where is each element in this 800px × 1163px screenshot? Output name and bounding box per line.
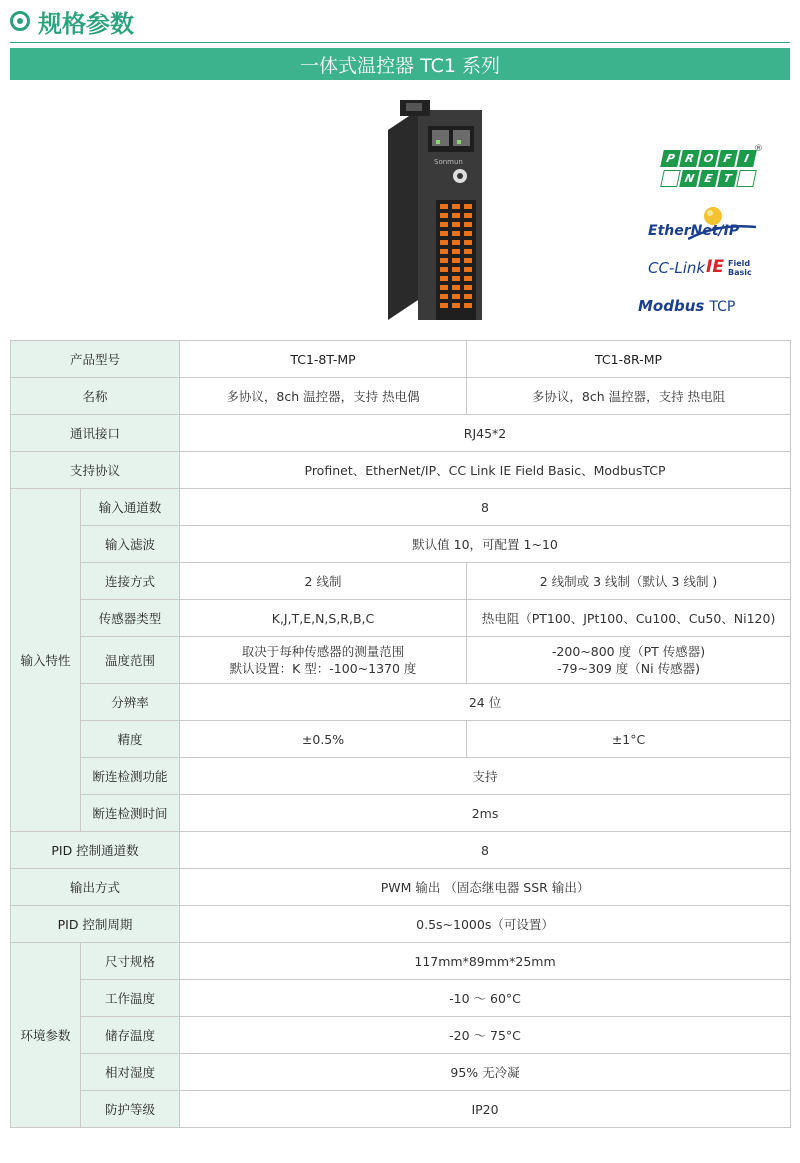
cell-line: -79~309 度（Ni 传感器): [557, 661, 700, 676]
table-row: [11, 980, 791, 1017]
profinet-registered: ®: [754, 144, 763, 154]
row-label: 精度: [81, 721, 180, 758]
series-banner-text: 一体式温控器 TC1 系列: [300, 54, 500, 77]
spec-table: [10, 340, 791, 1128]
table-row: [11, 943, 791, 980]
device-brand-label: Sonmun: [434, 158, 463, 166]
table-row: [11, 600, 791, 637]
cell-value: 8: [180, 832, 791, 869]
cell-line: 默认设置：K 型：-100~1370 度: [229, 661, 417, 676]
row-label: 产品型号: [11, 341, 180, 378]
cell-value: 2 线制: [180, 563, 467, 600]
cclink-ie-text: IE: [706, 257, 724, 277]
row-label: 相对湿度: [81, 1054, 180, 1091]
cell-line: 取决于每种传感器的测量范围: [241, 644, 405, 659]
table-row: [11, 415, 791, 452]
cclink-logo: [648, 257, 768, 285]
model-a: TC1-8T-MP: [180, 341, 467, 378]
row-label: 支持协议: [11, 452, 180, 489]
profinet-letter: N: [679, 170, 700, 187]
row-label: 断连检测时间: [81, 795, 180, 832]
cell-value: 2 线制或 3 线制（默认 3 线制 ): [467, 563, 791, 600]
row-label: 输入通道数: [81, 489, 180, 526]
table-row: [11, 832, 791, 869]
cell-value: [180, 637, 467, 684]
cell-value: -10 ～ 60°C: [180, 980, 791, 1017]
cell-value: RJ45*2: [180, 415, 791, 452]
table-row: [11, 906, 791, 943]
profinet-letter: P: [660, 150, 681, 167]
table-row: [11, 795, 791, 832]
cell-value: [467, 637, 791, 684]
row-label: 名称: [11, 378, 180, 415]
row-label: 分辨率: [81, 684, 180, 721]
cell-value: PWM 输出 （固态继电器 SSR 输出）: [180, 869, 791, 906]
row-label: 工作温度: [81, 980, 180, 1017]
series-banner: [10, 48, 790, 80]
cell-value: IP20: [180, 1091, 791, 1128]
cell-value: 多协议，8ch 温控器，支持 热电偶: [180, 378, 467, 415]
cell-value: ±1°C: [467, 721, 791, 758]
row-label: 传感器类型: [81, 600, 180, 637]
cell-value: 2ms: [180, 795, 791, 832]
cell-value: 默认值 10，可配置 1~10: [180, 526, 791, 563]
row-label: 通讯接口: [11, 415, 180, 452]
cell-line: -200~800 度（PT 传感器): [551, 644, 706, 659]
cell-value: 支持: [180, 758, 791, 795]
table-row: [11, 378, 791, 415]
row-label: 防护等级: [81, 1091, 180, 1128]
profinet-letter: E: [698, 170, 719, 187]
protocol-logos: [630, 144, 770, 320]
row-label: 储存温度: [81, 1017, 180, 1054]
modbus-text: Modbus: [638, 297, 705, 315]
table-row: [11, 758, 791, 795]
cell-value: K,J,T,E,N,S,R,B,C: [180, 600, 467, 637]
profinet-blank: [736, 170, 757, 187]
row-label: PID 控制周期: [11, 906, 180, 943]
modbus-tcp-text: TCP: [709, 299, 736, 315]
group-label: 环境参数: [11, 943, 81, 1128]
profinet-letter: F: [717, 150, 738, 167]
ethernetip-logo: [648, 205, 758, 245]
table-row: [11, 684, 791, 721]
row-label: 断连检测功能: [81, 758, 180, 795]
profinet-logo: [660, 144, 763, 194]
table-row: [11, 489, 791, 526]
table-row: [11, 721, 791, 758]
cclink-field-text: Field: [728, 259, 751, 268]
model-b: TC1-8R-MP: [467, 341, 791, 378]
table-row: [11, 1054, 791, 1091]
cell-value: 0.5s~1000s（可设置）: [180, 906, 791, 943]
cell-value: 95% 无冷凝: [180, 1054, 791, 1091]
table-row: [11, 1091, 791, 1128]
profinet-blank: [660, 170, 681, 187]
row-label: PID 控制通道数: [11, 832, 180, 869]
table-row: [11, 452, 791, 489]
section-title: [10, 4, 134, 38]
cclink-text: CC-Link: [648, 259, 706, 277]
cell-value: 多协议，8ch 温控器，支持 热电阻: [467, 378, 791, 415]
ethernetip-text: EtherNet/IP: [648, 223, 740, 239]
section-title-text: 规格参数: [38, 9, 134, 38]
table-row: [11, 869, 791, 906]
cell-value: 8: [180, 489, 791, 526]
table-row: [11, 563, 791, 600]
group-label: 输入特性: [11, 489, 81, 832]
row-label: 连接方式: [81, 563, 180, 600]
cell-value: Profinet、EtherNet/IP、CC Link IE Field Basic、ModbusTCP: [180, 452, 791, 489]
cell-value: 117mm*89mm*25mm: [180, 943, 791, 980]
cell-value: -20 ～ 75°C: [180, 1017, 791, 1054]
row-label: 输出方式: [11, 869, 180, 906]
circle-bullet-icon: [10, 11, 30, 31]
cclink-basic-text: Basic: [728, 268, 752, 277]
profinet-letter: O: [698, 150, 719, 167]
profinet-letter: T: [717, 170, 738, 187]
profinet-letter: R: [679, 150, 700, 167]
cell-value: ±0.5%: [180, 721, 467, 758]
title-divider: [10, 42, 790, 43]
table-row: [11, 637, 791, 684]
cell-value: 热电阻（PT100、JPt100、Cu100、Cu50、Ni120): [467, 600, 791, 637]
table-row: [11, 1017, 791, 1054]
row-label: 尺寸规格: [81, 943, 180, 980]
modbus-tcp-logo: [638, 296, 735, 315]
cell-value: 24 位: [180, 684, 791, 721]
table-row: [11, 341, 791, 378]
temperature-controller-image: [380, 100, 490, 325]
row-label: 输入滤波: [81, 526, 180, 563]
row-label: 温度范围: [81, 637, 180, 684]
table-row: [11, 526, 791, 563]
profinet-letter: I: [736, 150, 757, 167]
